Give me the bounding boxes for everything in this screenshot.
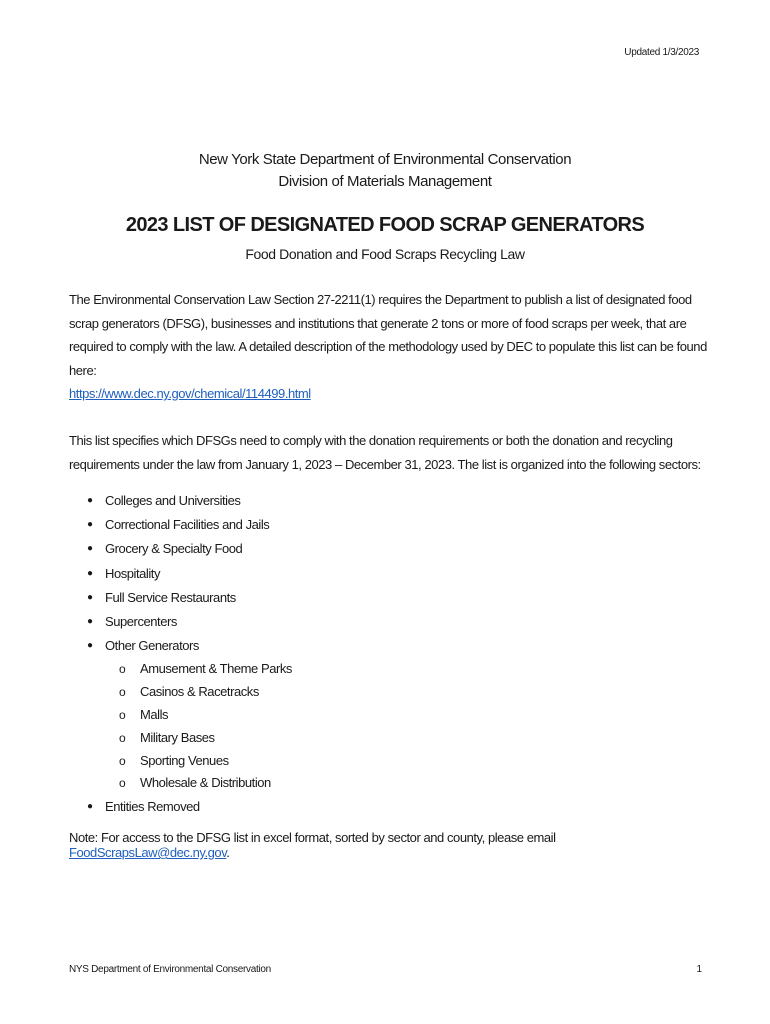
sector-label: Colleges and Universities <box>105 493 241 508</box>
sector-list <box>69 489 709 819</box>
list-item <box>69 586 709 610</box>
list-item <box>69 610 709 634</box>
other-generators-list <box>105 658 709 795</box>
bullet-icon: ● <box>87 543 93 555</box>
bullet-icon: ● <box>87 495 93 506</box>
bullet-icon: ● <box>87 640 93 652</box>
sub-list-item <box>105 727 709 750</box>
bullet-icon: ● <box>87 801 93 813</box>
circle-bullet-icon: o <box>119 685 126 700</box>
email-link[interactable]: FoodScrapsLaw@dec.ny.gov <box>69 845 227 860</box>
sub-list-item <box>105 772 709 795</box>
sector-label: Entities Removed <box>105 799 200 815</box>
division-name: Division of Materials Management <box>278 173 492 190</box>
bullet-icon: ● <box>87 519 93 531</box>
sub-sector-label: Wholesale & Distribution <box>140 775 271 791</box>
circle-bullet-icon: o <box>119 708 126 723</box>
sub-sector-label: Amusement & Theme Parks <box>140 661 292 677</box>
sub-list-item <box>105 750 709 773</box>
sector-label: Full Service Restaurants <box>105 589 236 605</box>
updated-date: Updated 1/3/2023 <box>624 47 699 58</box>
sector-label: Hospitality <box>105 565 161 581</box>
sector-label: Correctional Facilities and Jails <box>105 517 270 533</box>
excel-access-note <box>69 830 719 860</box>
list-item <box>69 562 709 586</box>
page-number: 1 <box>696 964 702 975</box>
note-text: Note: For access to the DFSG list in excel format, sorted by sector and county, please email <box>69 830 556 845</box>
page-subtitle: Food Donation and Food Scraps Recycling Law <box>245 246 525 262</box>
list-item <box>69 634 709 795</box>
document-header <box>0 149 770 193</box>
sub-sector-label: Casinos & Racetracks <box>140 684 259 700</box>
circle-bullet-icon: o <box>119 776 126 791</box>
list-item <box>69 795 709 819</box>
sub-sector-label: Malls <box>140 707 169 723</box>
sub-list-item <box>105 658 709 681</box>
sector-label: Other Generators <box>105 638 199 654</box>
bullet-icon: ● <box>87 591 93 603</box>
circle-bullet-icon: o <box>119 662 126 677</box>
footer-organization: NYS Department of Environmental Conservation <box>69 964 271 975</box>
scope-paragraph: This list specifies which DFSGs need to comply with the donation requirements or both the donation and recycling requirements under the law from January 1, 2023 – December 31, 2023. The list is organized into the following sectors: <box>69 433 701 472</box>
bullet-icon: ● <box>87 616 93 628</box>
methodology-link[interactable]: https://www.dec.ny.gov/chemical/114499.html <box>69 386 311 401</box>
page-title: 2023 LIST OF DESIGNATED FOOD SCRAP GENERATORS <box>125 214 645 236</box>
sector-label: Grocery & Specialty Food <box>105 541 243 557</box>
intro-text: The Environmental Conservation Law Section 27-2211(1) requires the Department to publish a list of designated food scrap generators (DFSG), businesses and institutions that generate 2 tons or more of food scraps per week, that are required to comply with the law. A detailed description of the methodology used by DEC to populate this list can be found here: <box>69 292 707 378</box>
bullet-icon: ● <box>87 567 93 579</box>
list-item <box>69 537 709 561</box>
sub-sector-label: Military Bases <box>140 729 215 745</box>
sub-list-item <box>105 704 709 727</box>
note-end: . <box>226 845 230 860</box>
sub-list-item <box>105 681 709 704</box>
list-item <box>69 489 709 513</box>
sector-label: Supercenters <box>105 614 177 630</box>
department-name: New York State Department of Environmental Conservation <box>198 151 572 168</box>
list-item <box>69 513 709 537</box>
circle-bullet-icon: o <box>119 730 126 745</box>
circle-bullet-icon: o <box>119 753 126 768</box>
sub-sector-label: Sporting Venues <box>140 752 229 768</box>
intro-paragraph <box>69 288 709 406</box>
